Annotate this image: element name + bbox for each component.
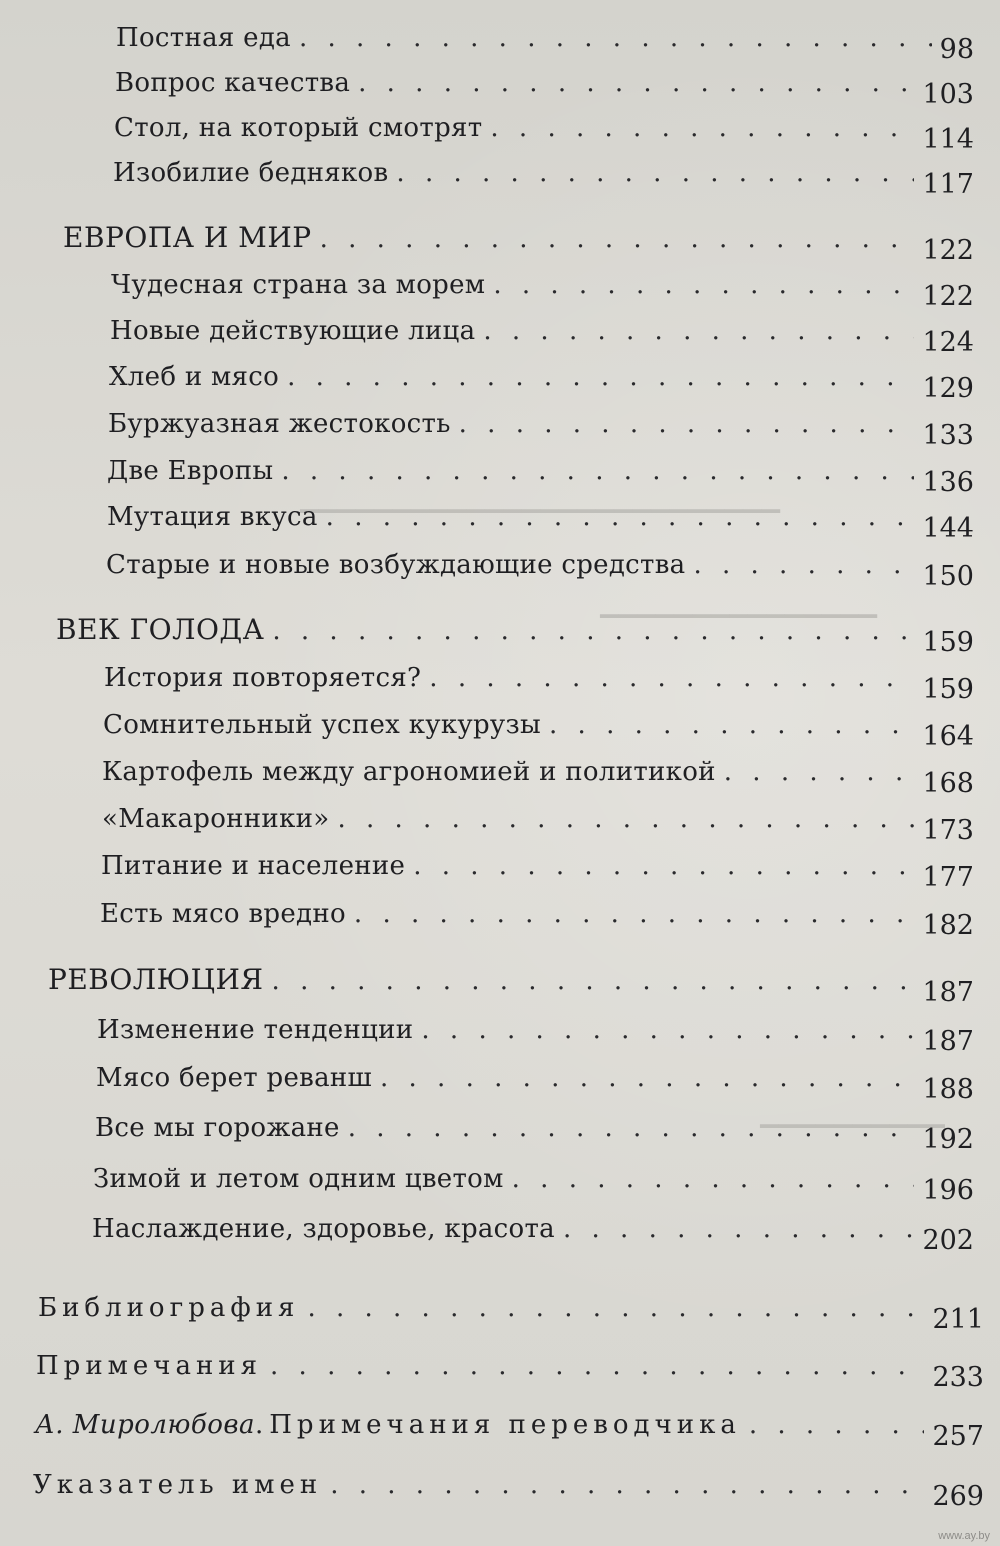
toc-entry-title: Хлеб и мясо [109,362,280,392]
toc-entry-page: 122 [922,281,974,312]
toc-section-title: ЕВРОПА И МИР [63,221,312,254]
toc-entry [102,799,974,846]
toc-entry-page: 202 [922,1225,974,1256]
author-separator: . [254,1410,264,1440]
toc-entry [95,1108,974,1155]
toc-entry [97,1010,974,1057]
toc-entry-page: 168 [922,768,974,799]
leader-dots [380,1058,914,1098]
leader-dots [330,1465,924,1505]
toc-entry [116,18,974,65]
toc-entry-page: 211 [932,1304,984,1335]
toc-entry-page: 164 [922,721,974,752]
toc-entry-title: Буржуазная жестокость [108,409,451,439]
leader-dots [693,545,914,585]
leader-dots [490,108,914,148]
toc-entry [104,658,974,705]
leader-dots [299,18,932,58]
toc-entry [108,404,974,451]
toc-entry-title: Есть мясо вредно [100,899,346,929]
toc-entry-page: 117 [922,169,974,200]
leader-dots [272,611,914,651]
toc-entry [107,451,974,498]
toc-entry-page: 177 [922,862,974,893]
toc-entry-title: Примечания [36,1351,263,1381]
toc-entry-title: Стол, на который смотрят [114,113,483,143]
leader-dots [724,752,915,792]
toc-entry-title: «Макаронники» [102,804,330,834]
toc-entry-title: Вопрос качества [115,68,351,98]
toc-section-title: ВЕК ГОЛОДА [56,613,265,646]
toc-entry-title: Чудесная страна за морем [111,270,486,300]
toc-entry-page: 98 [939,34,974,65]
toc-entry-title: Наслаждение, здоровье, красота [92,1214,555,1244]
toc-entry [102,752,974,799]
leader-dots [287,357,914,397]
toc-entry-page: 114 [922,124,974,155]
toc-entry-bibliography [38,1288,984,1335]
leader-dots [281,451,914,491]
toc-entry-author: А. Миролюбова [35,1410,255,1440]
toc-entry-title: Мясо берет реванш [96,1063,372,1093]
show-through-text: ▁▁▁▁▁▁▁▁▁▁ [760,1100,945,1128]
toc-entry [107,497,974,544]
toc-entry-page: 257 [932,1421,984,1452]
leader-dots [396,153,914,193]
toc-entry-translator-notes [35,1405,984,1452]
toc-section-heading [56,610,974,658]
toc-entry-page: 192 [922,1124,974,1155]
show-through-text: ▁▁▁▁▁▁▁▁▁▁▁▁▁▁▁ [600,590,877,618]
toc-entry [106,545,974,592]
toc-entry-title: История повторяется? [104,663,422,693]
toc-entry-title: Две Европы [107,456,274,486]
leader-dots [429,658,914,698]
toc-entry-title: Сомнительный успех кукурузы [103,710,542,740]
toc-entry-title: Новые действующие лица [110,316,476,346]
toc-entry-page: 196 [922,1175,974,1206]
toc-entry-page: 129 [922,373,974,404]
toc-entry-title: Изменение тенденции [97,1015,414,1045]
toc-entry-page: 159 [922,674,974,705]
toc-entry-page: 269 [932,1481,984,1512]
leader-dots [421,1010,914,1050]
toc-entry-title: Питание и население [101,851,406,881]
toc-entry-title: Картофель между агрономией и политикой [102,757,716,787]
toc-entry-name-index [33,1465,984,1512]
toc-entry-title: Постная еда [116,23,291,53]
toc-entry-title: Изобилие бедняков [113,158,389,188]
toc-entry-title: Мутация вкуса [107,502,318,532]
toc-entry-title: Все мы горожане [95,1113,340,1143]
toc-entry [114,108,974,155]
toc-entry-page: 144 [922,513,974,544]
toc-entry-page: 136 [922,467,974,498]
leader-dots [483,311,914,351]
leader-dots [358,63,914,103]
leader-dots [354,894,915,934]
leader-dots [270,1346,924,1386]
leader-dots [307,1288,924,1328]
toc-entry [113,153,974,200]
leader-dots [563,1209,914,1249]
toc-entry-page: 233 [932,1362,984,1393]
toc-entry-page: 187 [922,977,974,1008]
leader-dots [337,799,914,839]
toc-entry-title: Примечания переводчика [269,1410,741,1440]
toc-entry-notes [36,1346,984,1393]
toc-entry-title: Указатель имен [33,1470,323,1500]
leader-dots [512,1159,915,1199]
toc-entry [111,265,974,312]
toc-entry-page: 103 [922,79,974,110]
toc-entry-page: 133 [922,420,974,451]
toc-entry-page: 188 [922,1074,974,1105]
leader-dots [413,846,914,886]
toc-entry-page: 173 [922,815,974,846]
watermark: www.ay.by [938,1530,990,1542]
toc-entry-page: 187 [922,1026,974,1057]
toc-entry [100,894,974,941]
toc-entry [110,311,974,358]
toc-entry-title: Зимой и летом одним цветом [93,1164,504,1194]
toc-section-heading [48,960,974,1008]
toc-entry-page: 182 [922,910,974,941]
toc-entry [101,846,974,893]
leader-dots [549,705,914,745]
leader-dots [320,219,915,259]
leader-dots [493,265,914,305]
toc-section-title: РЕВОЛЮЦИЯ [48,963,264,996]
toc-entry-page: 122 [922,235,974,266]
toc-entry [109,357,974,404]
leader-dots [348,1108,915,1148]
toc-entry [93,1159,974,1206]
toc-entry-page: 124 [922,327,974,358]
toc-section-heading [63,218,974,266]
toc-entry [115,63,974,110]
toc-entry [96,1058,974,1105]
leader-dots [459,404,915,444]
toc-entry [92,1209,974,1256]
leader-dots [749,1405,925,1445]
leader-dots [272,961,915,1001]
toc-entry [103,705,974,752]
show-through-text: ▁▁▁▁▁▁▁▁▁▁▁▁▁▁▁▁▁▁▁▁▁▁▁▁▁▁ [300,485,780,513]
toc-entry-title: Старые и новые возбуждающие средства [106,550,686,580]
toc-entry-page: 159 [922,627,974,658]
toc-entry-page: 150 [922,561,974,592]
toc-entry-title: Библиография [38,1293,300,1323]
leader-dots [326,497,915,537]
